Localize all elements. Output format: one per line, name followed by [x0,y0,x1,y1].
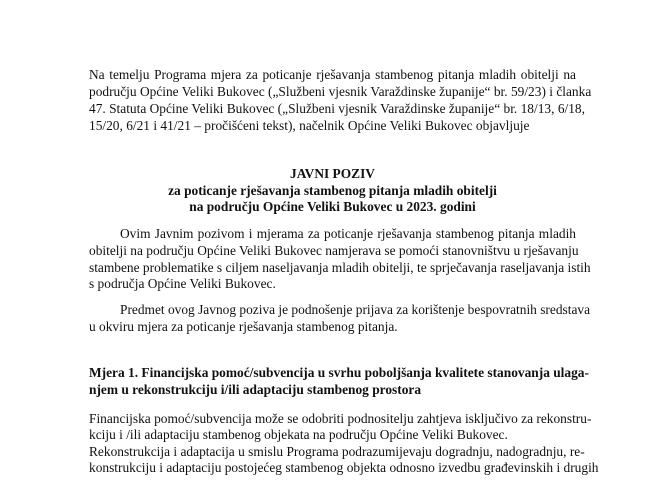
paragraph-line: Ovim Javnim pozivom i mjerama za poticanje rješavanja stambenog pitanja mladih [120,226,576,241]
intro-line: Na temelju Programa mjera za poticanje rješavanja stambenog pitanja mladih obitelji na [89,67,576,82]
intro-line: 15/20, 6/21 i 41/21 – pročišćeni tekst), načelnik Općine Veliki Bukovec objavljuje [89,118,530,133]
document-subtitle: za poticanje rješavanja stambenog pitanja mladih obitelji [168,183,497,198]
paragraph-line: stambene problematike s ciljem naseljavanja mladih obitelji, te sprječavanja raseljavanja istih [89,260,591,275]
measure-body-line: kciju i /ili adaptaciju stambenog objekata na području Općine Veliki Bukovec. [89,427,508,442]
paragraph-line: u okviru mjera za poticanje rješavanja stambenog pitanja. [89,319,398,334]
intro-line: 47. Statuta Općine Veliki Bukovec („Službeni vjesnik Varaždinske županije“ br. 18/13, 6/18, [89,101,585,116]
measure-heading: Mjera 1. Financijska pomoć/subvencija u svrhu poboljšanja kvalitete stanovanja ulaga- [89,365,589,380]
measure-body-line: konstrukciju i adaptaciju postojećeg stambenog objekta odnosno izvedbu građevinskih i drugih [89,460,599,475]
measure-body-line: Rekonstrukcija i adaptacija u smislu Programa podrazumijevaju dogradnju, nadogradnju, re- [89,444,585,459]
paragraph-line: s područja Općine Veliki Bukovec. [89,276,276,291]
measure-body-line: Financijska pomoć/subvencija može se odobriti podnositelju zahtjeva isključivo za rekonstru- [89,411,592,426]
document-title: JAVNI POZIV [290,166,375,181]
measure-heading: njem u rekonstrukciju i/ili adaptaciju stambenog prostora [89,382,422,397]
document-subtitle: na području Općine Veliki Bukovec u 2023. godini [189,199,476,214]
paragraph-line: obitelji na području Općine Veliki Bukovec namjerava se pomoći stanovništvu u rješavanju [89,243,579,258]
paragraph-line: Predmet ovog Javnog poziva je podnošenje prijava za korištenje bespovratnih sredstava [120,302,591,317]
intro-line: području Općine Veliki Bukovec („Službeni vjesnik Varaždinske županije“ br. 59/23) i članka [89,84,592,99]
